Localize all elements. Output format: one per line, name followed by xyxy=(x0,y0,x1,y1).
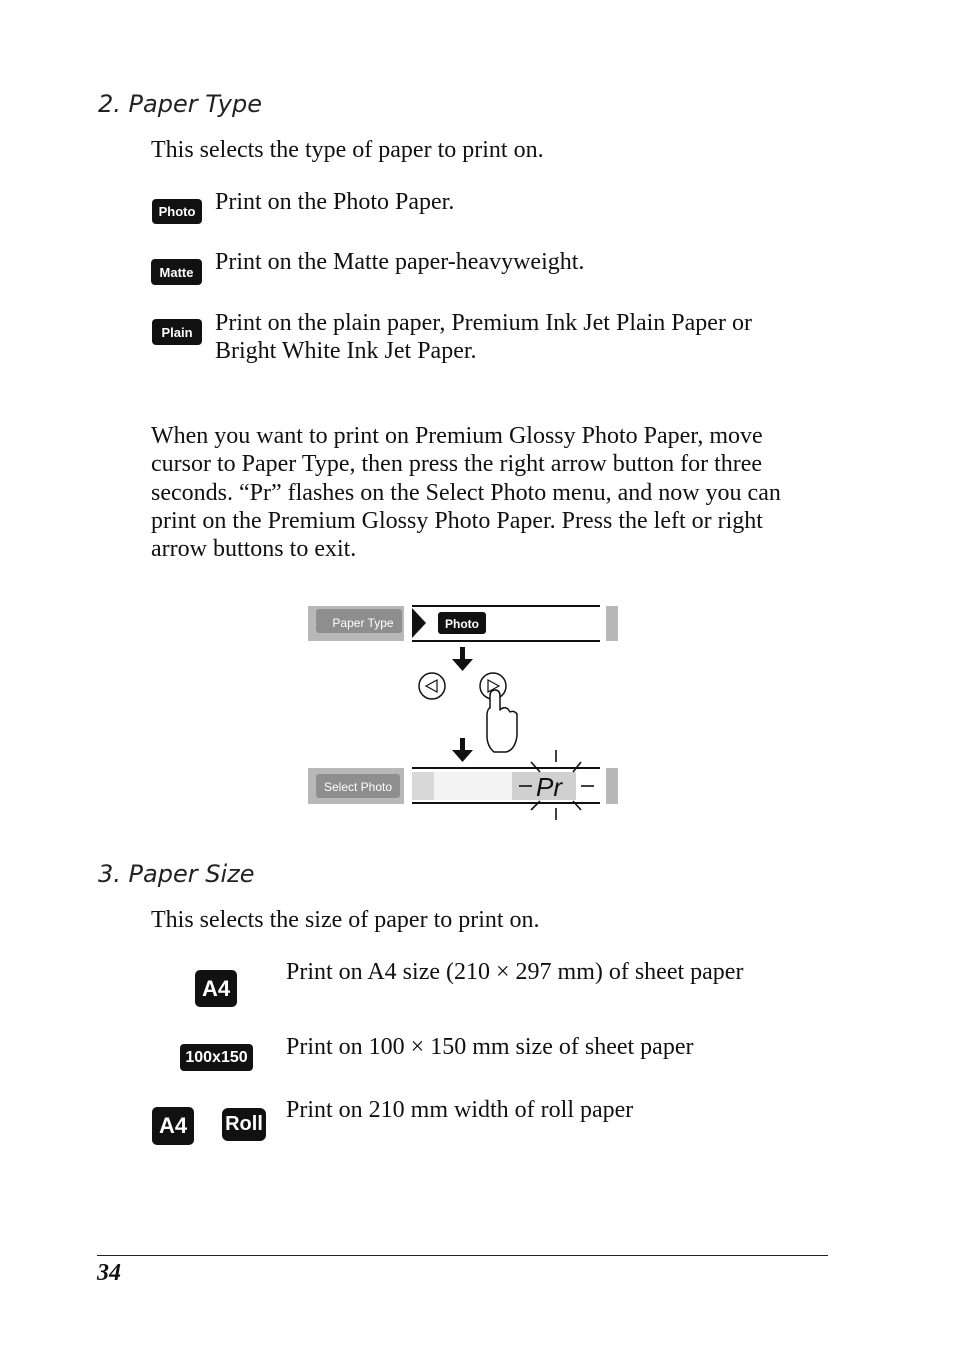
page-number: 34 xyxy=(97,1260,121,1286)
matte-option-text: Print on the Matte paper-heavyweight. xyxy=(215,249,585,275)
a4-badge: A4 xyxy=(195,970,237,1007)
a4-roll-badge: A4 xyxy=(152,1107,194,1145)
pr-flash-value: Pr xyxy=(536,772,562,802)
select-photo-label: Select Photo xyxy=(323,780,393,794)
photo-badge: Photo xyxy=(152,199,202,224)
left-button xyxy=(419,673,445,699)
note-line: cursor to Paper Type, then press the right arrow button for three xyxy=(151,451,763,477)
plain-badge: Plain xyxy=(152,319,202,345)
matte-badge: Matte xyxy=(151,259,202,285)
pointing-hand-icon xyxy=(487,690,517,752)
section-heading-paper-size: 3. Paper Size xyxy=(98,860,255,888)
note-line: print on the Premium Glossy Photo Paper. Press the left or right xyxy=(151,508,763,534)
roll-badge: Roll xyxy=(222,1108,266,1141)
paper-type-lcd-row xyxy=(308,606,618,641)
down-arrow-icon xyxy=(452,738,473,762)
plain-option-text-line1: Print on the plain paper, Premium Ink Jet Plain Paper or xyxy=(215,310,752,336)
roll-option-text: Print on 210 mm width of roll paper xyxy=(286,1097,634,1123)
100x150-option-text: Print on 100 × 150 mm size of sheet paper xyxy=(286,1034,694,1060)
section-heading-paper-type: 2. Paper Type xyxy=(98,90,262,118)
paper-type-intro: This selects the type of paper to print on. xyxy=(151,137,544,163)
100x150-badge: 100x150 xyxy=(180,1044,253,1071)
panel-diagram xyxy=(300,596,630,832)
down-arrow-icon xyxy=(452,647,473,671)
plain-option-text-line2: Bright White Ink Jet Paper. xyxy=(215,338,477,364)
a4-sheet-option-text: Print on A4 size (210 × 297 mm) of sheet paper xyxy=(286,959,744,985)
footer-rule xyxy=(97,1255,828,1256)
note-line: arrow buttons to exit. xyxy=(151,536,357,562)
paper-type-label: Paper Type xyxy=(332,616,394,630)
note-line: When you want to print on Premium Glossy Photo Paper, move xyxy=(151,423,763,449)
paper-size-intro: This selects the size of paper to print on. xyxy=(151,907,540,933)
photo-value: Photo xyxy=(445,617,479,631)
note-line: seconds. “Pr” flashes on the Select Photo menu, and now you can xyxy=(151,480,781,506)
photo-option-text: Print on the Photo Paper. xyxy=(215,189,455,215)
cursor-arrow-icon xyxy=(412,608,426,638)
